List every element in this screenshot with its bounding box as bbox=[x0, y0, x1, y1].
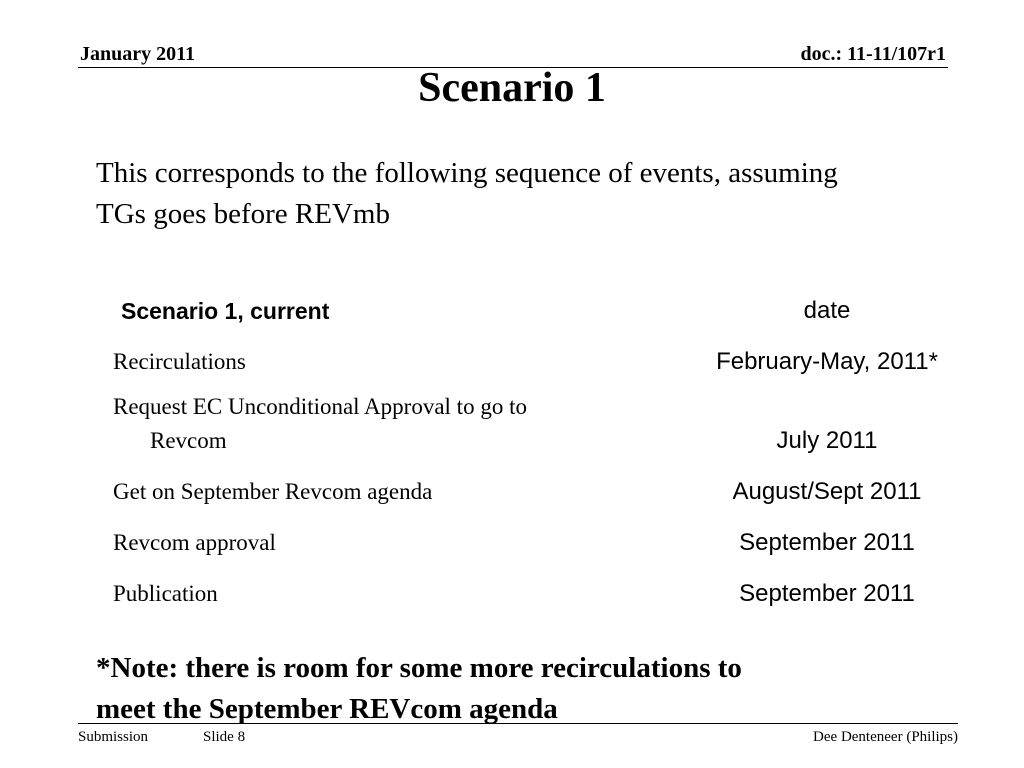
footer-submission: Submission bbox=[78, 729, 149, 745]
table-row-label-line1: Request EC Unconditional Approval to go to bbox=[113, 394, 527, 419]
table-row-label-line2: Revcom bbox=[150, 428, 227, 453]
footer-slide-number: Slide 8 bbox=[203, 729, 246, 745]
table-header-scenario: Scenario 1, current bbox=[121, 298, 330, 324]
table-row-label bbox=[113, 390, 673, 458]
table-row-date: September 2011 bbox=[739, 529, 915, 556]
table-row-label: Revcom approval bbox=[113, 530, 276, 555]
table-row-label: Get on September Revcom agenda bbox=[113, 479, 433, 504]
table-row-date: July 2011 bbox=[776, 427, 878, 454]
table-row-date: September 2011 bbox=[739, 580, 915, 607]
header-doc-id: doc.: 11-11/107r1 bbox=[800, 43, 946, 65]
header-date: January 2011 bbox=[80, 43, 196, 65]
intro-text: This corresponds to the following sequence of events, assuming TGs goes before REVmb bbox=[96, 157, 838, 230]
footer-author: Dee Denteneer (Philips) bbox=[813, 729, 958, 745]
footnote-line2: meet the September REVcom agenda bbox=[96, 693, 558, 725]
table-row-label: Publication bbox=[113, 581, 218, 606]
table-row-date: August/Sept 2011 bbox=[732, 478, 922, 505]
slide-title: Scenario 1 bbox=[418, 65, 606, 111]
table-header-date: date bbox=[803, 297, 851, 324]
footer-divider bbox=[78, 723, 958, 724]
footnote bbox=[96, 648, 916, 730]
footnote-line1: *Note: there is room for some more recirculations to bbox=[96, 652, 742, 684]
table-row-date: February-May, 2011* bbox=[716, 348, 938, 375]
table-row-label: Recirculations bbox=[113, 349, 246, 374]
